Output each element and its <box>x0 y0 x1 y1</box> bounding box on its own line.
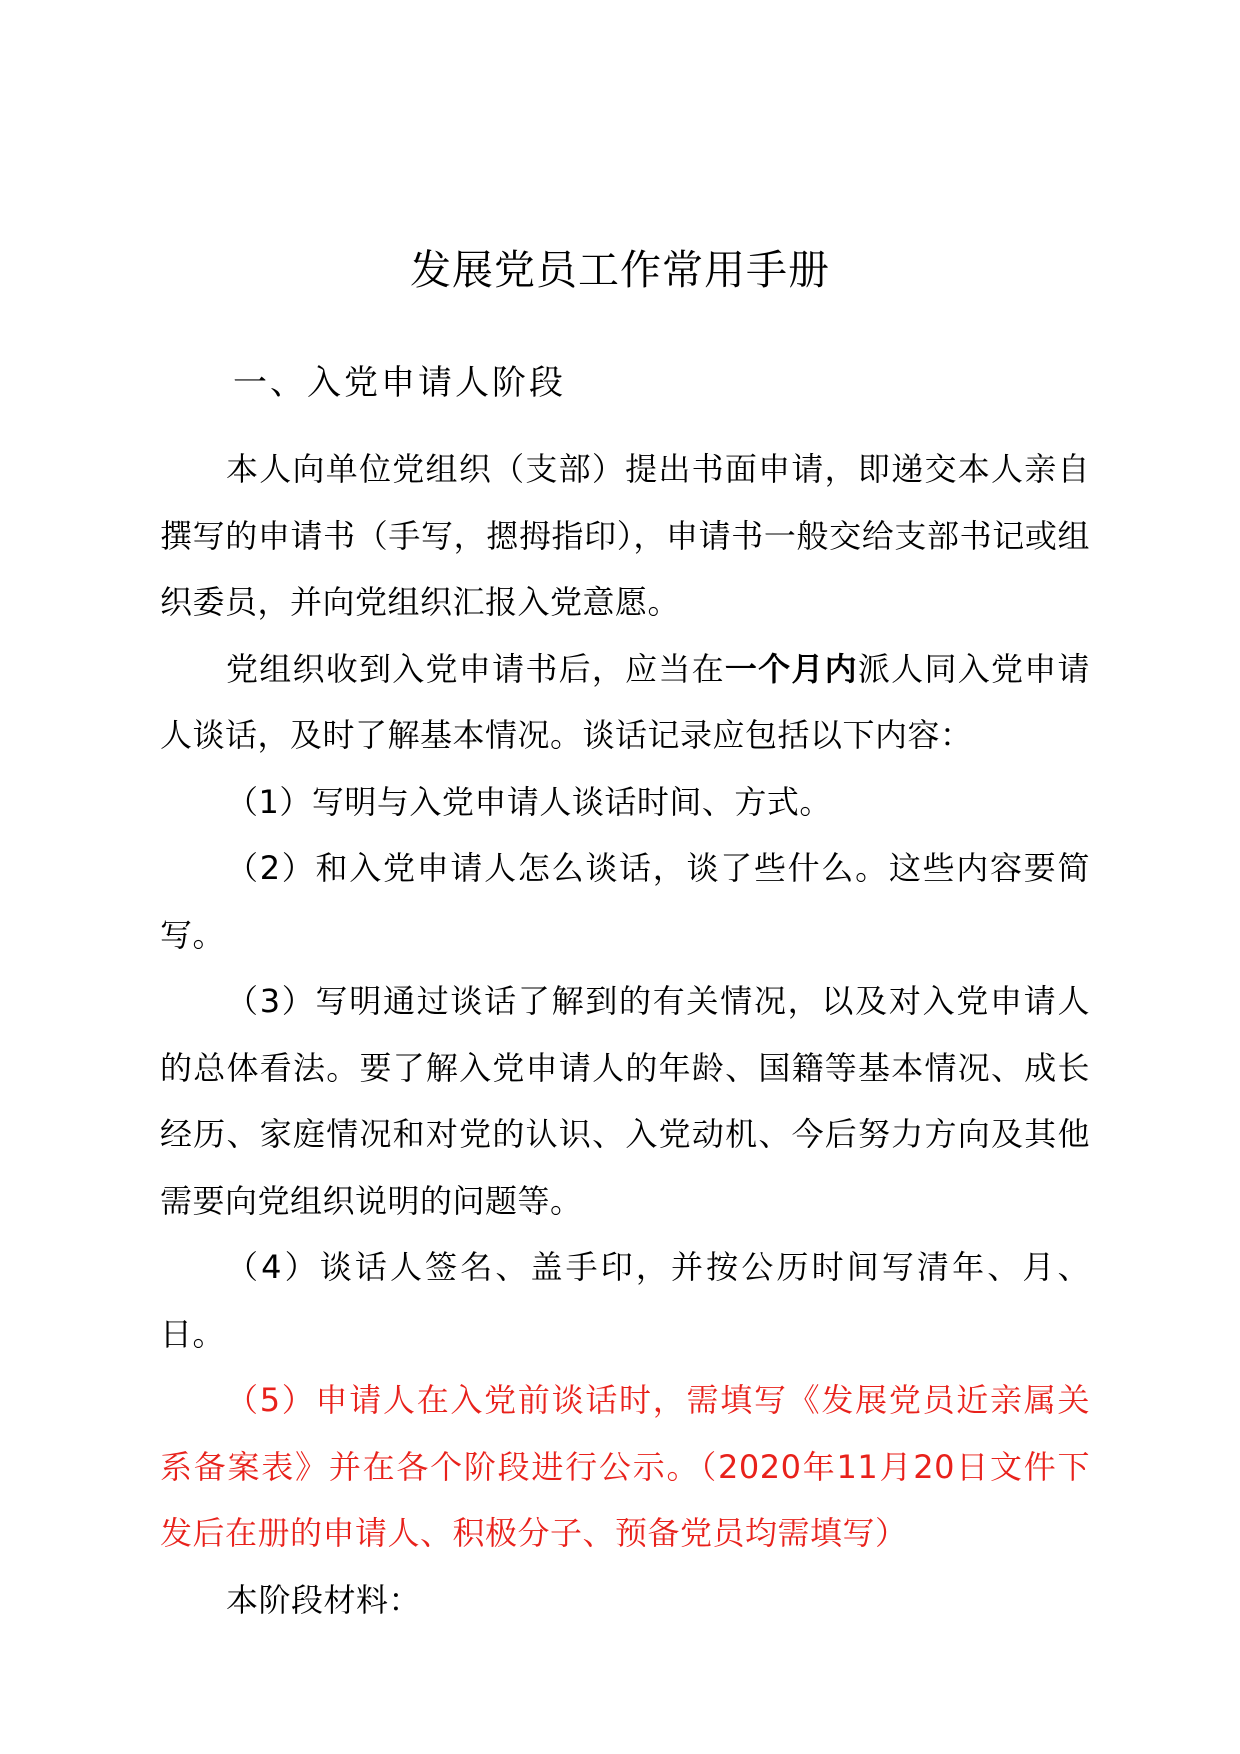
document-body <box>160 436 1090 1633</box>
list-item-4: （4）谈话人签名、盖手印，并按公历时间写清年、月、日。 <box>160 1248 1090 1353</box>
list-item-2: （2）和入党申请人怎么谈话，谈了些什么。这些内容要简写。 <box>160 849 1090 954</box>
list-item-5-highlight: （5）申请人在入党前谈话时，需填写《发展党员近亲属关系备案表》并在各个阶段进行公示。（2020年11月20日文件下发后在册的申请人、积极分子、预备党员均需填写） <box>160 1381 1090 1552</box>
paragraph-interview <box>160 636 1090 769</box>
section-heading: 一、入党申请人阶段 <box>233 363 566 403</box>
list-item-1: （1）写明与入党申请人谈话时间、方式。 <box>226 782 832 821</box>
materials-label: 本阶段材料： <box>226 1580 422 1619</box>
interview-text-before: 党组织收到入党申请书后，应当在 <box>226 649 725 688</box>
document-title: 发展党员工作常用手册 <box>410 246 830 294</box>
deadline-emphasis: 一个月内 <box>724 649 858 688</box>
list-item-3: （3）写明通过谈话了解到的有关情况，以及对入党申请人的总体看法。要了解入党申请人的年龄、国籍等基本情况、成长经历、家庭情况和对党的认识、入党动机、今后努力方向及其他需要向党组织说明的问题等。 <box>160 982 1090 1220</box>
paragraph-application: 本人向单位党组织（支部）提出书面申请，即递交本人亲自撰写的申请书（手写，摁拇指印），申请书一般交给支部书记或组织委员，并向党组织汇报入党意愿。 <box>160 450 1090 621</box>
interview-text-after: 派人同入党申请人谈话，及时了解基本情况。谈话记录应包括以下内容： <box>160 649 1090 754</box>
